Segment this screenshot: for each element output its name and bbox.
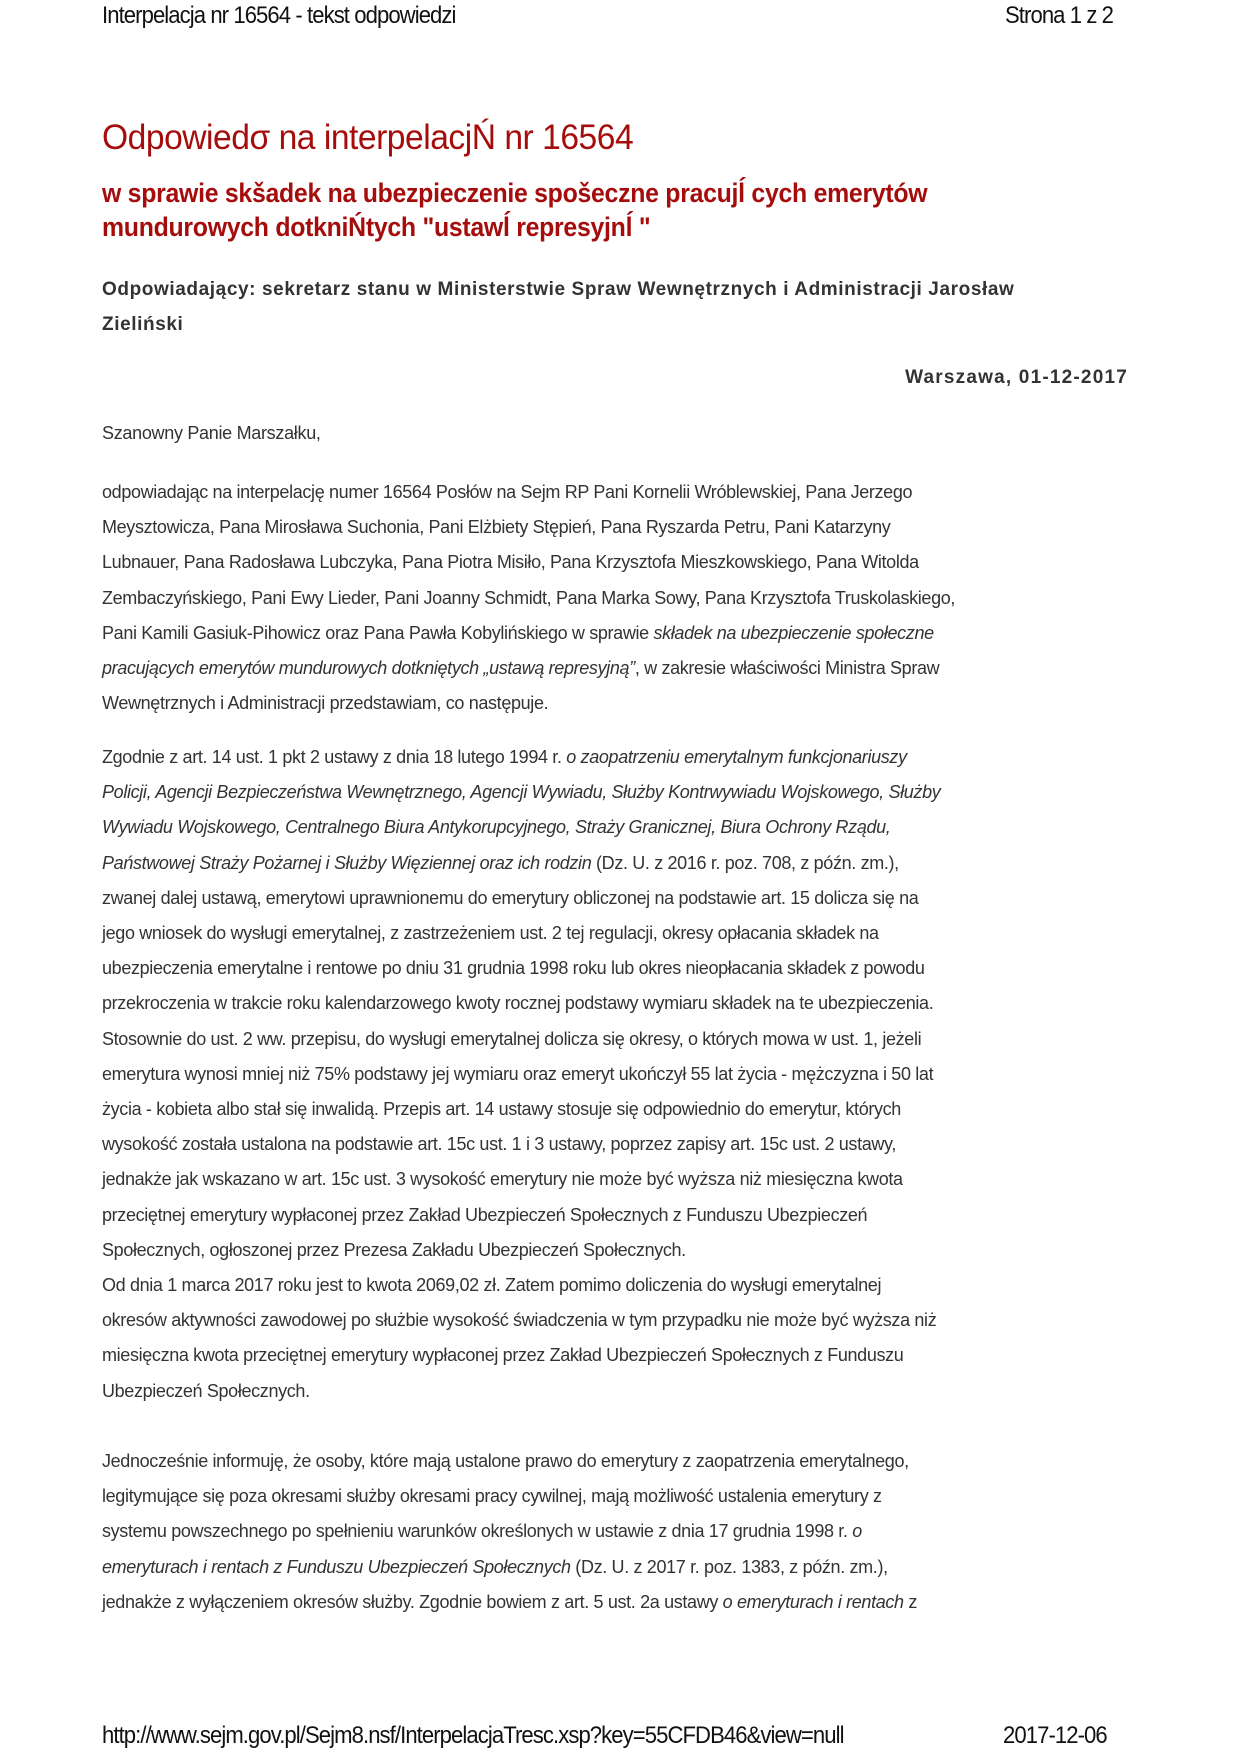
text-run: ubezpieczenia emerytalne i rentowe po dniu 31 grudnia 1998 roku lub okres nieopłacania składek z powodu <box>102 958 925 979</box>
text-line <box>102 846 1132 881</box>
text-line <box>102 1057 1132 1092</box>
responder-line: Odpowiadający: sekretarz stanu w Ministerstwie Spraw Wewnętrznych i Administracji Jarosław <box>102 279 1015 300</box>
text-line <box>102 1233 1132 1268</box>
text-line <box>102 1092 1132 1127</box>
text-line <box>102 686 1132 721</box>
text-run: Od dnia 1 marca 2017 roku jest to kwota 2069,02 zł. Zatem pomimo doliczenia do wysługi emerytalnej <box>102 1275 882 1296</box>
text-line <box>102 1162 1132 1197</box>
text-run: jego wniosek do wysługi emerytalnej, z zastrzeżeniem ust. 2 tej regulacji, okresy opłacania składek na <box>102 923 879 944</box>
paragraph-legal-basis <box>102 740 1132 1409</box>
document-header-title: Interpelacja nr 16564 - tekst odpowiedzi <box>102 2 456 29</box>
text-line <box>102 986 1132 1021</box>
text-run: przeciętnej emerytury wypłaconej przez Zakład Ubezpieczeń Społecznych z Funduszu Ubezpieczeń <box>102 1204 868 1225</box>
text-run: (Dz. U. z 2017 r. poz. 1383, z późn. zm.), <box>570 1556 888 1577</box>
place-date: Warszawa, 01-12-2017 <box>905 367 1128 388</box>
text-run: emerytura wynosi mniej niż 75% podstawy jej wymiaru oraz emeryt ukończył 55 lat życia - mężczyzna i 50 lat <box>102 1063 934 1084</box>
source-url: http://www.sejm.gov.pl/Sejm8.nsf/InterpelacjaTresc.xsp?key=55CFDB46&view=null <box>102 1722 844 1749</box>
italic-run: emeryturach i rentach z Funduszu Ubezpieczeń Społecznych <box>102 1556 571 1577</box>
text-line <box>102 616 1132 651</box>
text-line <box>102 545 1132 580</box>
text-line <box>102 510 1132 545</box>
text-run: Jednocześnie informuję, że osoby, które mają ustalone prawo do emerytury z zaopatrzenia emerytalnego, <box>102 1451 909 1471</box>
text-line <box>102 951 1132 986</box>
italic-run: o <box>852 1521 862 1542</box>
text-line <box>102 1127 1132 1162</box>
responder-line: Zieliński <box>102 314 184 335</box>
text-run: jednakże z wyłączeniem okresów służby. Zgodnie bowiem z art. 5 ust. 2a ustawy <box>102 1591 723 1612</box>
italic-run: o emeryturach i rentach <box>722 1591 904 1612</box>
text-run: zwanej dalej ustawą, emerytowi uprawnionemu do emerytury obliczonej na podstawie art. 15 dolicza się na <box>102 887 919 908</box>
text-line <box>102 1303 1132 1338</box>
text-line <box>102 1022 1132 1057</box>
text-line <box>102 651 1132 686</box>
italic-run: Wywiadu Wojskowego, Centralnego Biura Antykorupcyjnego, Straży Granicznej, Biura Ochrony Rządu, <box>102 817 891 838</box>
text-run: Meysztowicza, Pana Mirosława Suchonia, Pani Elżbiety Stępień, Pana Ryszarda Petru, Pani Katarzyny <box>102 517 891 538</box>
text-run: Ubezpieczeń Społecznych. <box>102 1380 310 1401</box>
text-line <box>102 881 1132 916</box>
text-run: wysokość została ustalona na podstawie art. 15c ust. 1 i 3 ustawy, poprzez zapisy art. 15c ust. 2 ustawy, <box>102 1134 896 1155</box>
text-run: jednakże jak wskazano w art. 15c ust. 3 wysokość emerytury nie może być wyższa niż miesięczna kwota <box>102 1169 903 1190</box>
text-run: systemu powszechnego po spełnieniu warunków określonych w ustawie z dnia 17 grudnia 1998 r. <box>102 1521 853 1542</box>
italic-run: składek na ubezpieczenie społeczne <box>653 622 934 643</box>
text-line <box>102 916 1132 951</box>
page-indicator: Strona 1 z 2 <box>1005 2 1114 29</box>
greeting: Szanowny Panie Marszałku, <box>102 423 321 443</box>
text-run: (Dz. U. z 2016 r. poz. 708, z późn. zm.), <box>591 852 899 873</box>
text-run: legitymujące się poza okresami służby okresami pracy cywilnej, mają możliwość ustalenia emerytury z <box>102 1486 882 1507</box>
text-line <box>102 1550 1132 1585</box>
page-subtitle <box>102 176 1022 244</box>
paragraph-additional-info <box>102 1444 1132 1620</box>
paragraph-intro <box>102 475 1132 721</box>
text-run: z <box>903 1591 918 1612</box>
text-run: Zgodnie z art. 14 ust. 1 pkt 2 ustawy z dnia 18 lutego 1994 r. <box>102 747 567 767</box>
text-run: Pani Kamili Gasiuk-Pihowicz oraz Pana Pawła Kobylińskiego w sprawie <box>102 622 654 643</box>
italic-run: Państwowej Straży Pożarnej i Służby Więziennej oraz ich rodzin <box>102 852 592 873</box>
text-run: odpowiadając na interpelację numer 16564 Posłów na Sejm RP Pani Kornelii Wróblewskiej, Pana Jerzego <box>102 482 913 502</box>
italic-run: pracujących emerytów mundurowych dotkniętych „ustawą represyjną” <box>102 658 635 679</box>
text-run: Lubnauer, Pana Radosława Lubczyka, Pana Piotra Misiło, Pana Krzysztofa Mieszkowskiego, Pana Witolda <box>102 552 919 573</box>
text-line <box>102 775 1132 810</box>
page-title: Odpowiedσ na interpelacjŃ nr 16564 <box>102 118 634 157</box>
text-line <box>102 581 1132 616</box>
text-line <box>102 475 1132 510</box>
responder <box>102 272 1122 342</box>
text-line <box>102 1444 1132 1479</box>
print-header <box>0 0 1240 30</box>
text-run: Zembaczyńskiego, Pani Ewy Lieder, Pani Joanny Schmidt, Pana Marka Sowy, Pana Krzysztofa Truskolaskiego, <box>102 587 956 608</box>
text-line <box>102 1479 1132 1514</box>
text-line <box>102 740 1132 775</box>
print-date: 2017-12-06 <box>1003 1722 1107 1749</box>
text-run: , w zakresie właściwości Ministra Spraw <box>634 658 940 679</box>
text-run: Wewnętrznych i Administracji przedstawiam, co następuje. <box>102 693 549 714</box>
text-run: życia - kobieta albo stał się inwalidą. Przepis art. 14 ustawy stosuje się odpowiednio do emerytur, których <box>102 1099 901 1120</box>
text-line <box>102 1268 1132 1303</box>
text-run: przekroczenia w trakcie roku kalendarzowego kwoty rocznej podstawy wymiaru składek na te ubezpieczenia. <box>102 993 934 1014</box>
text-line <box>102 1514 1132 1549</box>
text-run: okresów aktywności zawodowej po służbie wysokość świadczenia w tym przypadku nie może być wyższa niż <box>102 1310 937 1331</box>
text-line <box>102 1585 1132 1620</box>
text-line <box>102 1198 1132 1233</box>
subtitle-line: w sprawie skšadek na ubezpieczenie spošeczne pracujĺ cych emerytów <box>102 178 928 208</box>
italic-run: Policji, Agencji Bezpieczeństwa Wewnętrznego, Agencji Wywiadu, Służby Kontrwywiadu Wojskowego, Służby <box>102 782 941 803</box>
text-line <box>102 810 1132 845</box>
text-run: miesięczna kwota przeciętnej emerytury wypłaconej przez Zakład Ubezpieczeń Społecznych z Funduszu <box>102 1345 904 1366</box>
italic-run: o zaopatrzeniu emerytalnym funkcjonariuszy <box>566 747 907 767</box>
subtitle-line: mundurowych dotkniŃtych "ustawĺ represyjnĺ " <box>102 212 651 242</box>
text-run: Społecznych, ogłoszonej przez Prezesa Zakładu Ubezpieczeń Społecznych. <box>102 1239 686 1260</box>
text-line <box>102 1374 1132 1409</box>
text-run: Stosownie do ust. 2 ww. przepisu, do wysługi emerytalnej dolicza się okresy, o których mowa w ust. 1, jeżeli <box>102 1028 922 1049</box>
text-line <box>102 1338 1132 1373</box>
